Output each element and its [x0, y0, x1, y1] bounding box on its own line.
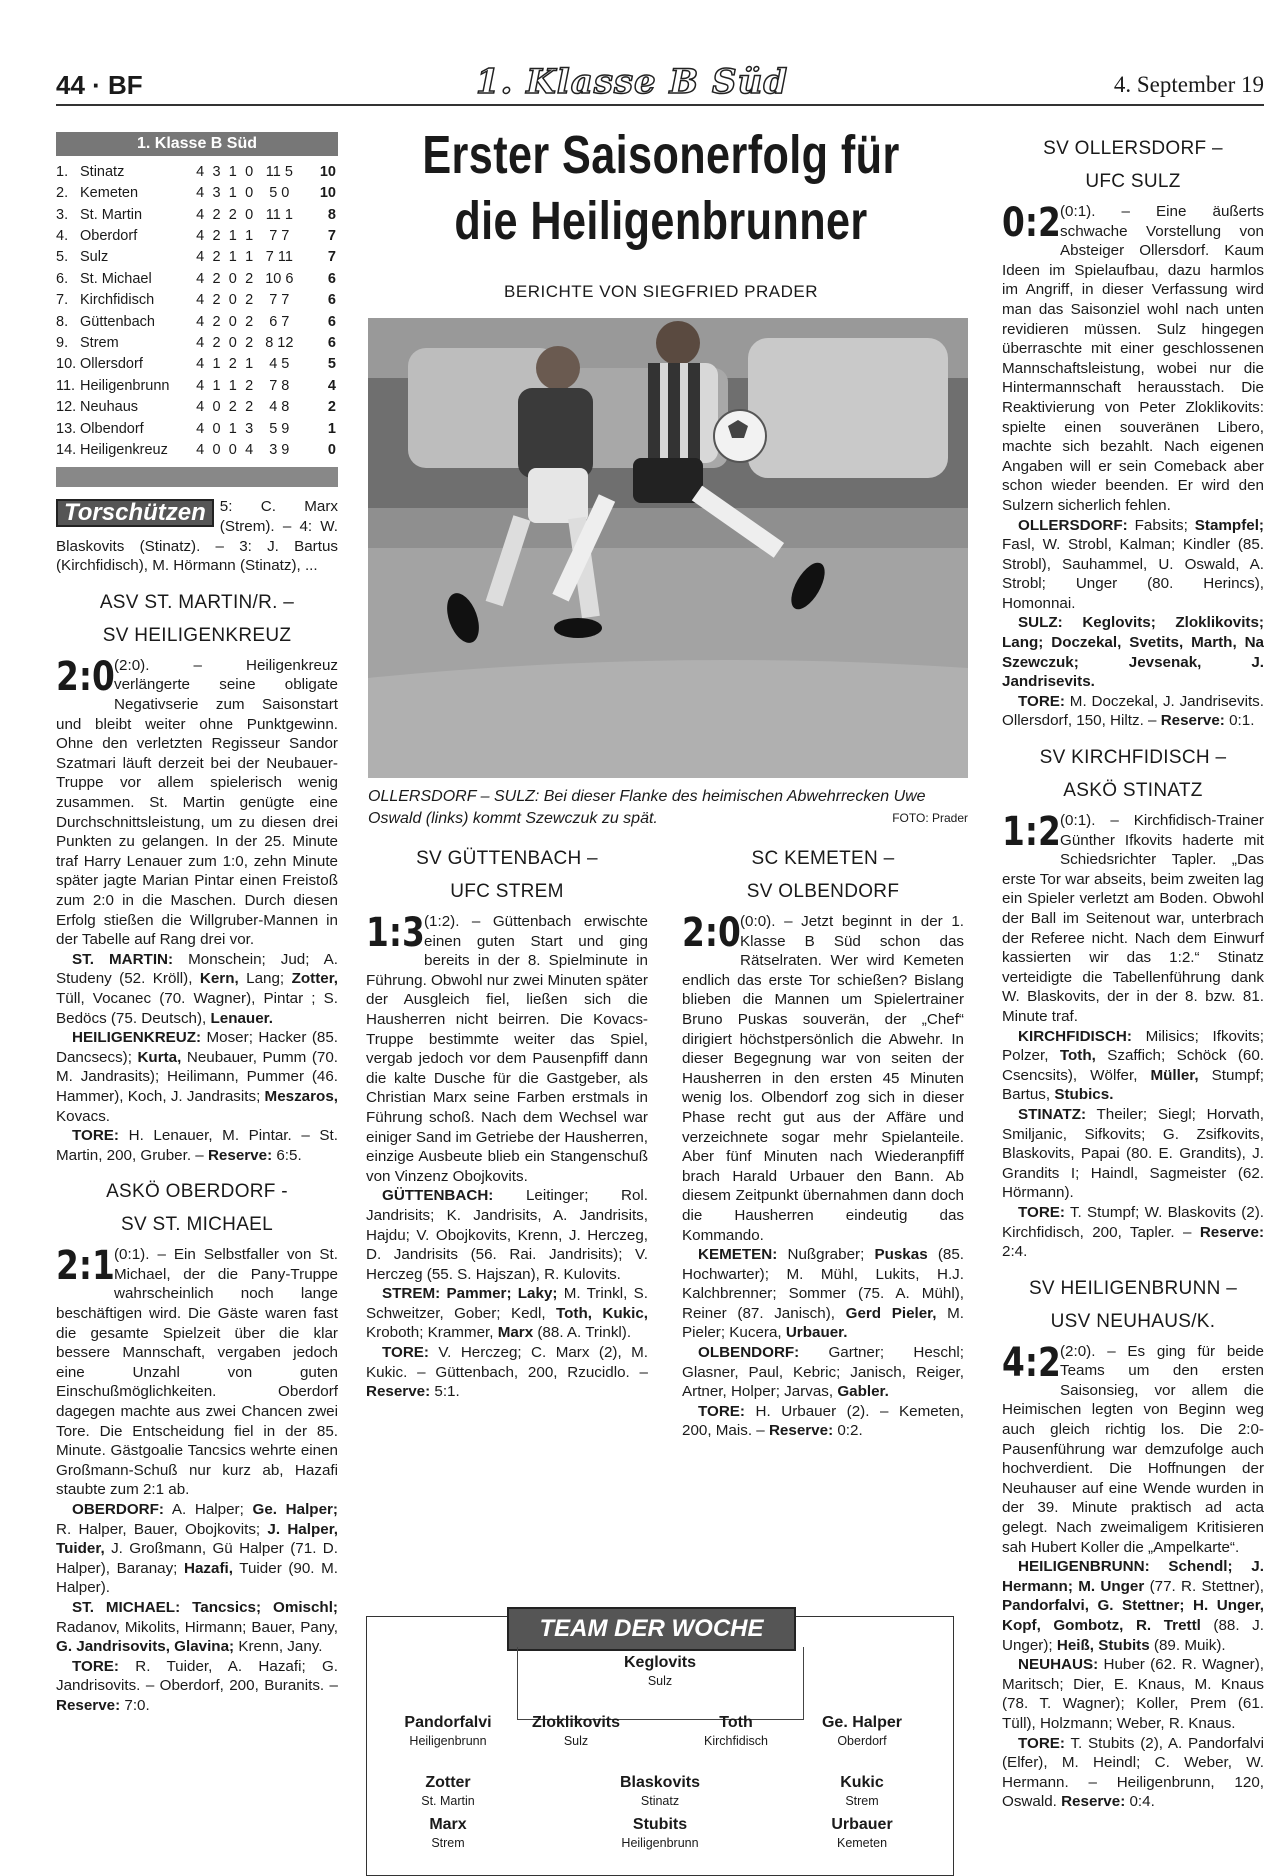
standings-cell-team: Kemeten	[80, 185, 139, 202]
standings-cell-goals: 10 6	[265, 270, 294, 287]
lineup: HEILIGENBRUNN: Schendl; J. Hermann; M. Unger (77. R. Stettner), Pandorfalvi, G. Stettner; H. Unger, Kopf, Gombotz, R. Trettl (88. J. Unger); Heiß, Stubits (89. Muik).	[1002, 1558, 1264, 1654]
standings-cell-pts: 7	[327, 249, 336, 266]
standings-cell-goals: 6 7	[269, 313, 290, 330]
standings-cell-rank: 5.	[56, 249, 69, 266]
standings-cell-s: 0	[212, 420, 221, 437]
standings-cell-goals: 5 9	[269, 420, 290, 437]
team-of-the-week	[366, 1616, 954, 1876]
standings-cell-sp: 4	[196, 377, 205, 394]
standings-cell-rank: 3.	[56, 206, 69, 223]
standings-cell-rank: 2.	[56, 185, 69, 202]
center-column-a	[366, 842, 648, 1402]
goals-line: TORE: M. Doczekal, J. Jandrisevits. Ollersdorf, 150, Hiltz. – Reserve: 0:1.	[1002, 692, 1264, 730]
standings-cell-rank: 13.	[56, 420, 77, 437]
standings-cell-rank: 10.	[56, 356, 77, 373]
standings-cell-u: 1	[228, 228, 237, 245]
standings-cell-u: 0	[228, 292, 237, 309]
lineup: NEUHAUS: Huber (62. R. Wagner), Maritsch; Dier, E. Knaus, M. Knaus (78. T. Wagner); Koller, Prem (61. Tüll), Holzmann; Weber, R. Knaus.	[1002, 1656, 1264, 1732]
standings-cell-team: Ollersdorf	[80, 356, 143, 373]
standings-cell-team: St. Martin	[80, 206, 143, 223]
standings-cell-team: Olbendorf	[80, 420, 144, 437]
top-scorers	[56, 497, 338, 575]
standings-row	[56, 397, 338, 418]
page-number: 44 · BF	[56, 70, 143, 100]
standings-cell-s: 3	[212, 163, 221, 180]
standings-cell-pts: 7	[327, 228, 336, 245]
standings-cell-pts: 4	[327, 377, 336, 394]
goals-line: TORE: V. Herczeg; C. Marx (2), M. Kukic. – Güttenbach, 200, Rzucidlo. – Reserve: 5:1.	[366, 1344, 648, 1401]
standings-cell-rank: 14.	[56, 441, 77, 458]
left-column	[56, 132, 338, 1716]
standings-cell-sp: 4	[196, 313, 205, 330]
lineup: ST. MARTIN: Monschein; Jud; A. Studeny (52. Kröll), Kern, Lang; Zotter, Tüll, Vocanec (70. Wagner), Pintar ; S. Bedöcs (75. Deutsch), Lenauer.	[56, 950, 339, 1027]
standings-cell-sp: 4	[196, 185, 205, 202]
score: 2:0	[56, 653, 115, 700]
standings-cell-goals: 3 9	[269, 441, 290, 458]
standings-cell-goals: 7 11	[265, 249, 293, 266]
standings-cell-n: 1	[245, 228, 254, 245]
standings-cell-sp: 4	[196, 356, 205, 373]
player: Stubits Heiligenbrunn	[621, 1816, 699, 1850]
standings-cell-pts: 10	[319, 163, 336, 180]
standings-cell-rank: 6.	[56, 270, 69, 287]
standings-cell-s: 3	[212, 185, 221, 202]
standings-cell-goals: 4 5	[269, 356, 290, 373]
match-report: 2:0 (0:0). – Jetzt beginnt in der 1. Klasse B Süd schon das Rätselraten. Wer wird Kemeten endlich das erste Tor schießen? Bislang blieben die Mannen um Spielertrainer Bruno Puskas souverän, der „Chef“ dirigiert höchstpersönlich die Abwehr. In dieser Begegnung war von seiten der Hausherren in den ersten 45 Minuten wenig los. Olbendorf zog sich in dieser Phase recht gut aus der Affäre und verzeichnete sogar mehr Spielanteile. Aber fünf Minuten nach Wiederanpfiff brach Harald Urbauer den Bann. Ab diesem Zeitpunkt übernahmen dann doch die Hausherren eindeutig das Kommando.	[682, 910, 964, 1244]
standings-row	[56, 333, 338, 354]
standings-cell-sp: 4	[196, 228, 205, 245]
standings-cell-pts: 6	[327, 270, 336, 287]
standings-row	[56, 162, 338, 183]
standings-cell-n: 0	[245, 206, 254, 223]
standings-cell-team: Heiligenbrunn	[80, 377, 170, 394]
standings-row	[56, 419, 338, 440]
match-heading: SV HEILIGENBRUNN – USV NEUHAUS/K.	[1028, 1277, 1238, 1332]
standings-cell-u: 2	[228, 399, 237, 416]
standings-cell-pts: 8	[327, 206, 336, 223]
standings-cell-n: 2	[245, 377, 254, 394]
player: Zloklikovits Sulz	[531, 1714, 621, 1748]
standings-row	[56, 183, 338, 204]
match-heading: ASKÖ OBERDORF - SV ST. MICHAEL	[106, 1181, 288, 1236]
standings-cell-s: 0	[212, 399, 221, 416]
player: Zotter St. Martin	[421, 1774, 475, 1808]
standings-cell-u: 0	[228, 313, 237, 330]
standings-cell-goals: 5 0	[269, 185, 290, 202]
match-report: 4:2 (2:0). – Es ging für beide Teams um den ersten Saisonsieg, vor allem die Heimischen legten von Beginn weg auch gleich richtig los. Die 2:0-Pausenführung war demzufolge auch hochverdient. Die Hoffnungen der Neuhauser auf eine Wende wurden in der 39. Minute praktisch ad acta gelegt. Nach zweimaligem Kritisieren sah Hubert Koller die „Ampelkarte“.	[1002, 1339, 1264, 1556]
center-column-b	[682, 842, 964, 1441]
standings-cell-pts: 5	[327, 356, 336, 373]
photo-caption: OLLERSDORF – SULZ: Bei dieser Flanke des heimischen Abwehrrecken Uwe Oswald (links) kommt Szewczuk zu spät. FOTO: Prader	[368, 788, 968, 827]
standings-cell-goals: 7 8	[269, 377, 290, 394]
standings-cell-n: 2	[245, 313, 254, 330]
standings-cell-team: Sulz	[80, 249, 109, 266]
lineup: KIRCHFIDISCH: Milisics; Ifkovits; Polzer, Toth, Szaffich; Schöck (60. Csencsits), Wölfer, Müller, Stumpf; Bartus, Stubics.	[1002, 1027, 1264, 1104]
standings-cell-team: Oberdorf	[80, 228, 138, 245]
standings-cell-pts: 6	[327, 313, 336, 330]
match-heading: SV GÜTTENBACH – UFC STREM	[416, 848, 598, 902]
standings-cell-u: 1	[228, 420, 237, 437]
score: 2:1	[56, 1243, 115, 1290]
goals-line: TORE: H. Urbauer (2). – Kemeten, 200, Mais. – Reserve: 0:2.	[682, 1402, 964, 1440]
standings-cell-pts: 6	[327, 335, 336, 352]
player: Blaskovits Stinatz	[619, 1774, 701, 1808]
standings-cell-sp: 4	[196, 249, 205, 266]
match-report: 2:0 (2:0). – Heiligenkreuz verlängerte seine obligate Negativserie zum Saisonstart und bleibt weiter ohne Punktgewinn. Ohne den verletzten Regisseur Sandor Szatmari läuft derzeit bei der Neubauer-Truppe vor allem spielerisch wenig zusammen. St. Martin genügte eine Durchschnittsleistung, um zu diesen drei Punkten zu gelangen. In der 25. Minute traf Harry Lenauer zum 1:0, zehn Minute später jagte Marian Pintar einen Freistoß zum 2:0 in die Maschen. Durch diesen Erfolg stießen die Willgruber-Mannen in der Tabelle auf Rang drei vor.	[56, 653, 338, 949]
standings-cell-s: 2	[212, 270, 221, 287]
standings-cell-goals: 7 7	[269, 292, 290, 309]
match-report: 2:1 (0:1). – Ein Selbstfaller von St. Michael, der die Pany-Truppe wahrscheinlich noch lange beschäftigen wird. Die Gäste waren fast die gesamte Spielzeit über die klar bessere Mannschaft, vergaben jedoch eine Unzahl von guten Einschußmöglichkeiten. Oberdorf dagegen machte aus zwei Chancen zwei Tore. Die Entscheidung fiel in der 85. Minute. Gästgoalie Tancsics wehrte einen Großmann-Schuß nur kurz ab, Hazafi staubte zum 2:1 ab.	[56, 1243, 338, 1499]
standings-cell-u: 1	[228, 377, 237, 394]
standings-cell-s: 0	[212, 441, 221, 458]
top-scorers-label: Torschützen	[56, 499, 214, 527]
standings-row	[56, 312, 338, 333]
standings-row	[56, 355, 338, 376]
standings-cell-n: 2	[245, 270, 254, 287]
standings-cell-goals: 11 5	[265, 163, 293, 180]
lineup: OLBENDORF: Gartner; Heschl; Glasner, Paul, Kebric; Janisch, Reiger, Artner, Holper; Jarvas, Gabler.	[682, 1344, 964, 1401]
standings-cell-n: 2	[245, 292, 254, 309]
standings-cell-rank: 1.	[56, 163, 69, 180]
standings-cell-s: 1	[212, 377, 221, 394]
match-heading: SV OLLERSDORF – UFC SULZ	[1043, 138, 1223, 192]
standings-cell-u: 0	[228, 270, 237, 287]
standings-cell-n: 2	[245, 335, 254, 352]
standings-cell-rank: 7.	[56, 292, 69, 309]
player: Kukic Strem	[840, 1774, 884, 1808]
standings-cell-rank: 9.	[56, 335, 69, 352]
standings-cell-sp: 4	[196, 163, 205, 180]
standings-row	[56, 290, 338, 311]
photo-credit: FOTO: Prader	[892, 811, 968, 825]
standings-cell-team: Güttenbach	[80, 313, 155, 330]
standings-cell-goals: 11 1	[265, 206, 293, 223]
standings-cell-pts: 6	[327, 292, 336, 309]
match-report: 0:2 (0:1). – Eine äußerts schwache Vorstellung von Absteiger Ollersdorf. Kaum Ideen im Spielaufbau, dazu harmlos im Angriff, in dieser Verfassung wird man das Saisonziel wohl nach unten revidieren müssen. Sulz hingegen überraschte mit einer geschlossenen Mannschaftsleistung, wobei nur die Hintermannschaft herausstach. Die Reaktivierung von Peter Zloklikovits: spielte einen souveränen Libero, machte sich bezahlt. Nach eigenen Angaben will er sein Comeback aber schon wieder beenden. Er wird den Sulzern sicherlich fehlen.	[1002, 200, 1264, 514]
lineup: OBERDORF: A. Halper; Ge. Halper; R. Halper, Bauer, Obojkovits; J. Halper, Tuider, J. Großmann, Gü Halper (71. D. Halper), Baranay; Hazafi, Tuider (90. M. Halper).	[56, 1501, 338, 1597]
standings-cell-team: St. Michael	[80, 270, 152, 287]
standings-cell-rank: 4.	[56, 228, 69, 245]
match-report: 1:3 (1:2). – Güttenbach erwischte einen guten Start und ging bereits in der 8. Spielminute in Führung. Obwohl nur zwei Minuten später der Ausgleich fiel, ließen sich die Hausherren nicht beirren. Die Kovacs-Truppe bestimmte weiter das Spiel, vergab jedoch vor dem Pausenpfiff dann die kalte Dusche für die Gastgeber, als Christian Marx seine Farben erstmals in Führung schoß. Nach dem Wechsel war einiger Sand im Getriebe der Hausherren, einzige Ausbeute blieb ein Stangenschuß von Vinzenz Obojkovits.	[366, 910, 648, 1185]
standings-cell-team: Kirchfidisch	[80, 292, 155, 309]
match-heading: SC KEMETEN – SV OLBENDORF	[746, 848, 900, 902]
player: Marx Strem	[429, 1816, 467, 1850]
standings-row	[56, 226, 338, 247]
match-heading: SV KIRCHFIDISCH – ASKÖ STINATZ	[1039, 747, 1227, 802]
standings-cell-team: Neuhaus	[80, 399, 139, 416]
standings-row	[56, 376, 338, 397]
player: Keglovits Sulz	[623, 1654, 696, 1688]
standings-cell-s: 2	[212, 249, 221, 266]
standings-cell-rank: 11.	[56, 377, 76, 394]
standings-cell-n: 3	[245, 420, 254, 437]
standings-cell-sp: 4	[196, 270, 205, 287]
standings-cell-s: 2	[212, 206, 221, 223]
standings-cell-u: 1	[228, 185, 237, 202]
score: 1:3	[366, 910, 425, 956]
standings-cell-goals: 4 8	[269, 399, 290, 416]
standings-cell-pts: 10	[319, 185, 336, 202]
standings-cell-s: 2	[212, 335, 221, 352]
standings-cell-team: Strem	[80, 335, 119, 352]
standings-cell-pts: 2	[327, 399, 336, 416]
lineup: STINATZ: Theiler; Siegl; Horvath, Smiljanic, Sifkovits; G. Zsifkovits, Blaskovits, Papai (80. E. Grandits), J. Grandits I; Haindl, Sagmeister (62. Hörmann).	[1002, 1105, 1264, 1202]
standings-title: 1. Klasse B Süd	[56, 132, 338, 156]
team-of-the-week-title: TEAM DER WOCHE	[507, 1607, 796, 1651]
player: Ge. Halper Oberdorf	[821, 1714, 903, 1748]
header-rule	[56, 104, 1264, 106]
goals-line: TORE: R. Tuider, A. Hazafi; G. Jandrisovits. – Oberdorf, 200, Buranits. – Reserve: 7:0.	[56, 1657, 338, 1714]
issue-date: 4. September 19	[1113, 72, 1264, 97]
standings-cell-rank: 12.	[56, 399, 77, 416]
lineup: KEMETEN: Nußgraber; Puskas (85. Hochwarter); M. Mühl, Lukits, H.J. Kalchbrenner; Sommer (75. A. Mühl), Reiner (87. Janisch), Gerd Pieler, M. Pieler; Kucera, Urbauer.	[682, 1246, 965, 1342]
standings-cell-s: 1	[212, 356, 221, 373]
standings-cell-u: 1	[228, 163, 237, 180]
standings-cell-sp: 4	[196, 399, 205, 416]
standings-cell-n: 1	[245, 249, 254, 266]
player: Pandorfalvi Heiligenbrunn	[404, 1714, 492, 1748]
standings-cell-u: 2	[228, 206, 237, 223]
standings-cell-n: 2	[245, 399, 254, 416]
standings-row	[56, 440, 338, 461]
standings-cell-u: 1	[228, 249, 237, 266]
standings-footer-bar	[56, 467, 338, 487]
standings-row	[56, 205, 338, 226]
score: 0:2	[1002, 200, 1061, 246]
player: Urbauer Kemeten	[831, 1816, 893, 1850]
standings-cell-team: Heiligenkreuz	[80, 441, 168, 458]
standings-cell-rank: 8.	[56, 313, 69, 330]
section-title: 1. Klasse B Süd	[475, 62, 789, 102]
top-scorers-text: 5: C. Marx (Strem). – 4: W. Blaskovits (Stinatz). – 3: J. Bartus (Kirchfidisch), M. Hörmann (Stinatz), ...	[56, 498, 338, 575]
score: 1:2	[1002, 809, 1061, 856]
player: Toth Kirchfidisch	[704, 1714, 768, 1748]
standings-cell-s: 2	[212, 313, 221, 330]
standings-row	[56, 269, 338, 290]
standings-cell-sp: 4	[196, 420, 205, 437]
standings-cell-sp: 4	[196, 441, 205, 458]
standings-cell-n: 1	[245, 356, 254, 373]
right-column	[1002, 132, 1264, 1812]
lineup: GÜTTENBACH: Leitinger; Rol. Jandrisits; K. Jandrisits, A. Jandrisits, Hajdu; V. Obojkovits, Krenn, J. Herczeg, D. Jandrisits (56. Rai. Jandrisits); V. Herczeg (55. S. Hajszan), R. Kulovits.	[366, 1187, 648, 1283]
goals-line: TORE: H. Lenauer, M. Pintar. – St. Martin, 200, Gruber. – Reserve: 6:5.	[56, 1127, 338, 1164]
standings-cell-goals: 7 7	[269, 228, 290, 245]
standings-cell-s: 2	[212, 228, 221, 245]
standings-cell-u: 0	[228, 441, 237, 458]
standings-cell-pts: 1	[327, 420, 336, 437]
byline: BERICHTE VON SIEGFRIED PRADER	[504, 282, 818, 301]
score: 4:2	[1002, 1339, 1061, 1386]
lineup: HEILIGENKREUZ: Moser; Hacker (85. Dancsecs); Kurta, Neubauer, Pumm (70. M. Jandrasits); Heilimann, Pummer (46. Hammer), Koch, J. Jandrasits; Meszaros, Kovacs.	[56, 1029, 338, 1125]
lineup: ST. MICHAEL: Tancsics; Omischl; Radanov, Mikolits, Hirmann; Bauer, Pany, G. Jandrisovits, Glavina; Krenn, Jany.	[56, 1598, 338, 1656]
headline: Erster Saisonerfolg für die Heiligenbrunner	[422, 125, 900, 251]
standings-table	[56, 162, 338, 461]
lineup: OLLERSDORF: Fabsits; Stampfel; Fasl, W. Strobl, Kalman; Kindler (85. Strobl), Sauhammel, U. Oswald, A. Strobl; Unger (80. Herincs), Homonnai.	[1002, 516, 1264, 612]
standings-cell-u: 2	[228, 356, 237, 373]
standings-cell-n: 0	[245, 163, 254, 180]
standings-cell-sp: 4	[196, 292, 205, 309]
standings-cell-pts: 0	[327, 441, 336, 458]
standings-cell-sp: 4	[196, 335, 205, 352]
standings-cell-n: 4	[245, 441, 254, 458]
standings-cell-n: 0	[245, 185, 254, 202]
match-heading: ASV ST. MARTIN/R. – SV HEILIGENKREUZ	[99, 591, 295, 646]
standings-cell-s: 2	[212, 292, 221, 309]
photo-illustration	[368, 318, 968, 778]
match-report: 1:2 (0:1). – Kirchfidisch-Trainer Günther Ifkovits haderte mit Schiedsrichter Tapler. „Das erste Tor war abseits, beim zweiten lag ein Spieler verletzt am Boden. Obwohl der Ball im Seitenout war, unterbrach der Referee nicht. Nach dem Einwurf kassierten wir das 1:2.“ Stinatz verteidigte die Tabellenführung dank W. Blaskovits, der in der 8. bzw. 81. Minute traf.	[1002, 809, 1264, 1025]
match-photo	[368, 318, 968, 778]
standings-cell-u: 0	[228, 335, 237, 352]
standings-cell-sp: 4	[196, 206, 205, 223]
standings-cell-team: Stinatz	[80, 163, 125, 180]
goals-line: TORE: T. Stubits (2), A. Pandorfalvi (Elfer), M. Heindl; C. Weber, W. Hermann. – Heiligenbrunn, 120, Oswald. Reserve: 0:4.	[1002, 1734, 1264, 1811]
standings-row	[56, 248, 338, 269]
score: 2:0	[682, 910, 741, 956]
lineup: STREM: Pammer; Laky; M. Trinkl, S. Schweitzer, Gober; Kedl, Toth, Kukic, Kroboth; Krammer, Marx (88. A. Trinkl).	[366, 1285, 648, 1342]
goals-line: TORE: T. Stumpf; W. Blaskovits (2). Kirchfidisch, 200, Tapler. – Reserve: 2:4.	[1002, 1203, 1264, 1261]
standings-cell-goals: 8 12	[265, 335, 294, 352]
lineup: SULZ: Keglovits; Zloklikovits; Lang; Doczekal, Svetits, Marth, Na Szewczuk; Jevsenak, J. Jandrisevits.	[1002, 614, 1264, 691]
